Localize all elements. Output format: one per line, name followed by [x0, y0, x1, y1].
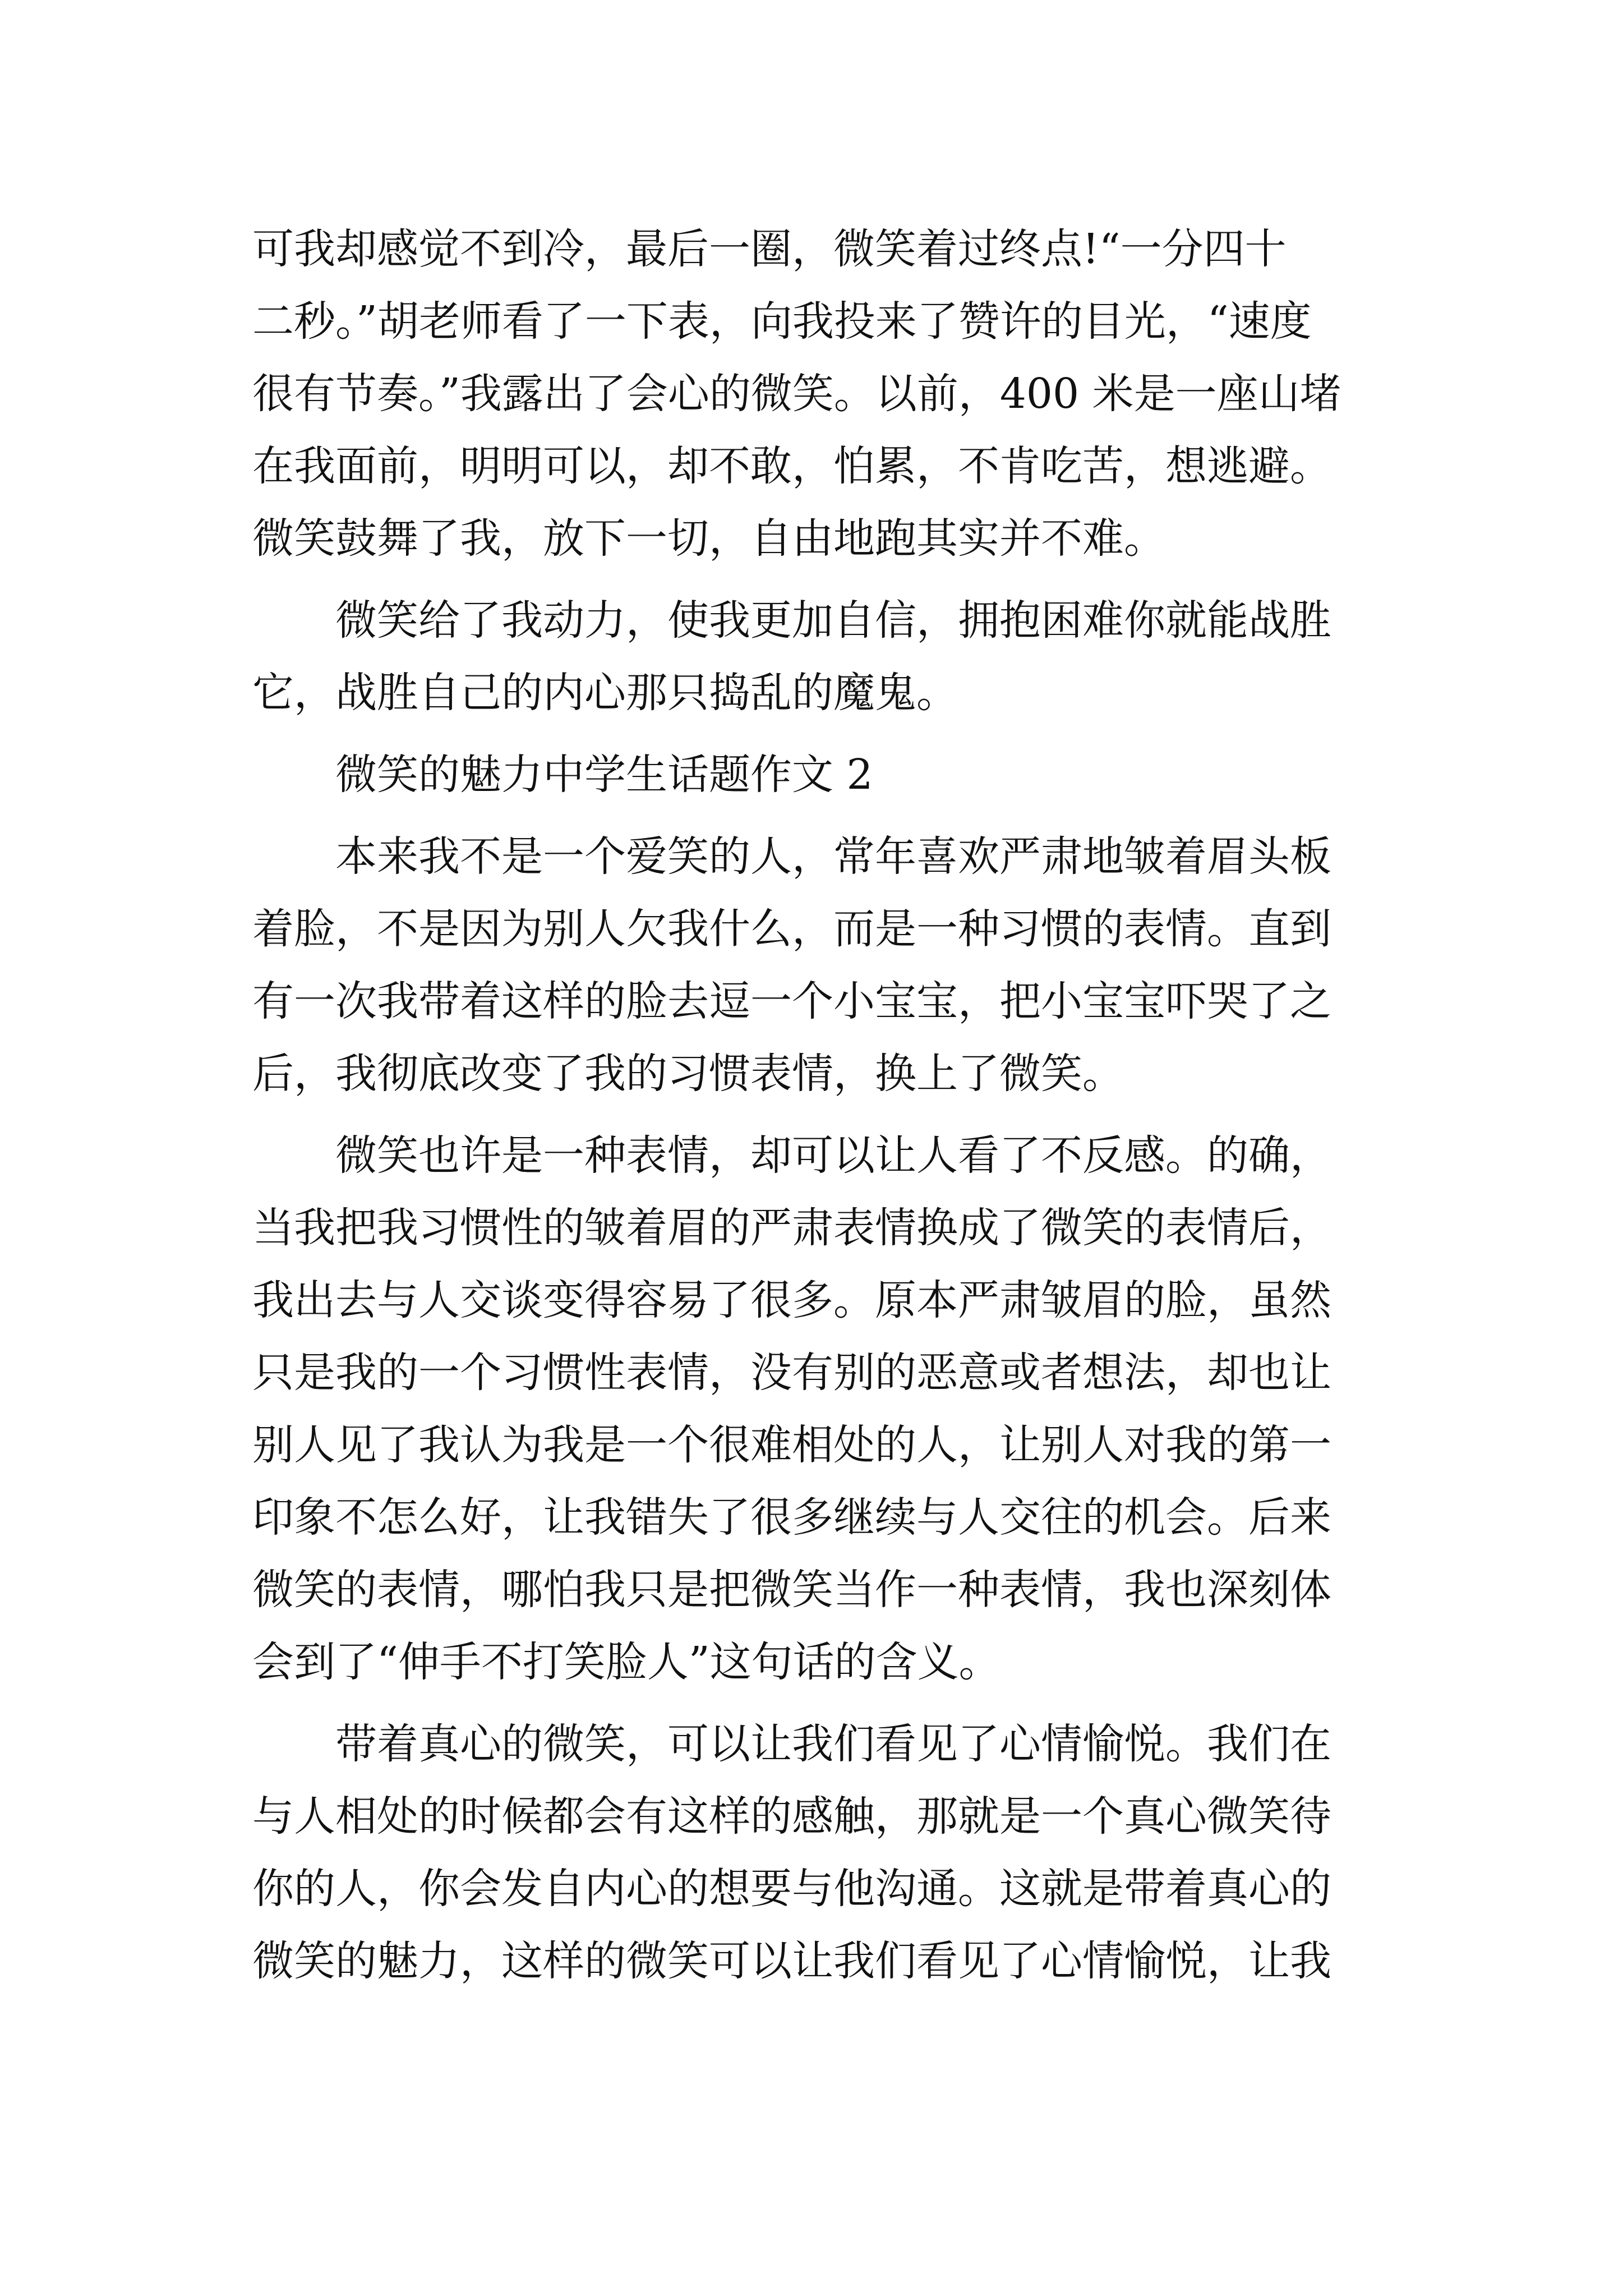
text-line: 微笑给了我动力，使我更加自信，拥抱困难你就能战胜: [335, 596, 1331, 645]
text-line: 后，我彻底改变了我的习惯表情，换上了微笑。: [252, 1050, 1124, 1098]
text-line: 微笑的表情，哪怕我只是把微笑当作一种表情，我也深刻体: [252, 1566, 1331, 1614]
document-body: [252, 213, 1374, 1998]
text-line: 我出去与人交谈变得容易了很多。原本严肃皱眉的脸，虽然: [252, 1276, 1331, 1324]
text-line: 别人见了我认为我是一个很难相处的人，让别人对我的第一: [252, 1421, 1331, 1469]
text-line: 只是我的一个习惯性表情，没有别的恶意或者想法，却也让: [252, 1349, 1331, 1397]
paragraph-5: [252, 1708, 1374, 1998]
text-line: 印象不怎么好，让我错失了很多继续与人交往的机会。后来: [252, 1493, 1331, 1542]
paragraph-4: [252, 1120, 1374, 1699]
text-line: 微笑的魅力，这样的微笑可以让我们看见了心情愉悦，让我: [252, 1937, 1331, 1985]
text-line: 可我却感觉不到冷，最后一圈，微笑着过终点!“一分四十: [252, 225, 1287, 273]
text-line: 会到了“伸手不打笑脸人”这句话的含义。: [252, 1638, 1000, 1686]
text-line: 在我面前，明明可以，却不敢，怕累，不肯吃苦，想逃避。: [252, 442, 1331, 490]
paragraph-1: [252, 213, 1374, 575]
text-line: 带着真心的微笑，可以让我们看见了心情愉悦。我们在: [335, 1720, 1331, 1768]
text-line: 本来我不是一个爱笑的人，常年喜欢严肃地皱着眉头板: [335, 832, 1331, 881]
paragraph-3: [252, 821, 1374, 1110]
text-line: 微笑也许是一种表情，却可以让人看了不反感。的确，: [335, 1131, 1331, 1180]
text-line: 二秒。”胡老师看了一下表，向我投来了赞许的目光，“速度: [252, 297, 1312, 346]
text-line: 很有节奏。”我露出了会心的微笑。以前，400 米是一座山堵: [252, 370, 1341, 418]
text-line: 你的人，你会发自内心的想要与他沟通。这就是带着真心的: [252, 1865, 1331, 1913]
text-line: 着脸，不是因为别人欠我什么，而是一种习惯的表情。直到: [252, 905, 1331, 953]
text-line: 有一次我带着这样的脸去逗一个小宝宝，把小宝宝吓哭了之: [252, 977, 1331, 1025]
text-line: 与人相处的时候都会有这样的感触，那就是一个真心微笑待: [252, 1792, 1331, 1841]
text-line: 当我把我习惯性的皱着眉的严肃表情换成了微笑的表情后，: [252, 1204, 1331, 1252]
paragraph-2: [252, 585, 1374, 729]
section-title: [252, 739, 1374, 811]
text-line: 它，战胜自己的内心那只捣乱的魔鬼。: [252, 669, 958, 717]
essay-title: 微笑的魅力中学生话题作文 2: [335, 751, 873, 799]
text-line: 微笑鼓舞了我，放下一切，自由地跑其实并不难。: [252, 514, 1165, 563]
